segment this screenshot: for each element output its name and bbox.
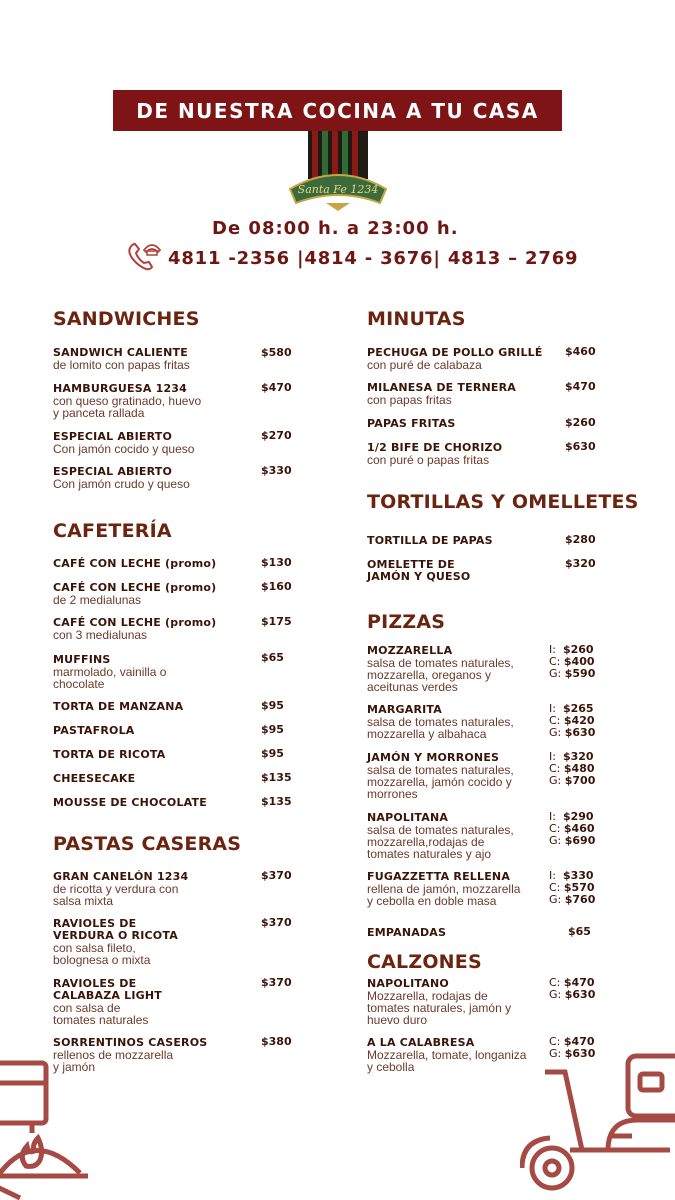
- menu-item: [53, 773, 293, 785]
- item-price: $460: [565, 345, 596, 358]
- phone-icon: [124, 236, 166, 274]
- item-price: $95: [261, 747, 284, 760]
- menu-item: [53, 797, 293, 809]
- item-name: MUFFINS: [53, 653, 111, 666]
- item-desc: Con jamón cocido y queso: [53, 442, 195, 456]
- menu-item: [53, 725, 293, 737]
- item-desc: Mozzarella, tomate, longaniza y cebolla: [367, 1048, 527, 1074]
- item-price: $280: [565, 533, 596, 546]
- section-title-calzones: CALZONES: [367, 951, 482, 973]
- item-desc: Con jamón crudo y queso: [53, 477, 190, 491]
- menu-item: [53, 558, 293, 570]
- size-prices: I: $290 C: $460 G: $690: [549, 810, 596, 847]
- item-price: $95: [261, 699, 284, 712]
- item-name: TORTA DE RICOTA: [53, 748, 166, 761]
- section-title-cafeteria: CAFETERÍA: [53, 520, 172, 542]
- item-name: RAVIOLES DE CALABAZA LIGHT: [53, 977, 162, 1002]
- item-desc: marmolado, vainilla o chocolate: [53, 665, 167, 691]
- item-price: $260: [565, 416, 596, 429]
- item-name: 1/2 BIFE DE CHORIZO: [367, 441, 503, 454]
- item-price: $175: [261, 615, 292, 628]
- item-name: OMELETTE DE JAMÓN Y QUESO: [367, 558, 471, 583]
- item-price: $470: [261, 381, 292, 394]
- item-name: GRAN CANELÓN 1234: [53, 870, 189, 883]
- item-price: $130: [261, 556, 292, 569]
- item-desc: con queso gratinado, huevo y panceta rallada: [53, 394, 202, 420]
- item-name: SANDWICH CALIENTE: [53, 346, 188, 359]
- item-price: $320: [565, 557, 596, 570]
- section-title-tortillas: TORTILLAS Y OMELLETES: [367, 491, 639, 513]
- menu-banner: DE NUESTRA COCINA A TU CASA: [113, 90, 562, 131]
- item-price: $135: [261, 795, 292, 808]
- menu-item: [53, 582, 293, 606]
- section-title-pizzas: PIZZAS: [367, 611, 446, 633]
- item-desc: con salsa fileto, bolognesa o mixta: [53, 941, 151, 967]
- item-desc: Mozzarella, rodajas de tomates naturales, jamón y huevo duro: [367, 989, 512, 1027]
- item-price: $270: [261, 429, 292, 442]
- item-name: PAPAS FRITAS: [367, 417, 456, 430]
- item-name: CAFÉ CON LECHE (promo): [53, 616, 217, 629]
- item-name: HAMBURGUESA 1234: [53, 382, 188, 395]
- section-title-pastas: PASTAS CASERAS: [53, 833, 242, 855]
- item-price: $370: [261, 976, 292, 989]
- phone-numbers: 4811 -2356 |4814 - 3676| 4813 – 2769: [168, 248, 579, 269]
- item-name: EMPANADAS: [367, 926, 447, 939]
- item-price: $160: [261, 580, 292, 593]
- item-name: TORTILLA DE PAPAS: [367, 534, 493, 547]
- item-desc: con puré de calabaza: [367, 358, 482, 372]
- size-prices: I: $260 C: $400 G: $590: [549, 643, 596, 680]
- item-desc: con puré o papas fritas: [367, 453, 490, 467]
- item-price: $380: [261, 1035, 292, 1048]
- item-desc: con 3 medialunas: [53, 628, 148, 642]
- menu-item: [53, 651, 293, 691]
- item-price: $135: [261, 771, 292, 784]
- item-desc: salsa de tomates naturales, mozzarella, jamón cocido y morrones: [367, 763, 514, 801]
- item-name: FUGAZZETTA RELLENA: [367, 870, 511, 883]
- item-name: JAMÓN Y MORRONES: [367, 751, 500, 764]
- item-name: ESPECIAL ABIERTO: [53, 430, 173, 443]
- item-price: $95: [261, 723, 284, 736]
- menu-item: [53, 701, 293, 713]
- menu-item: [53, 749, 293, 761]
- item-price: $630: [565, 440, 596, 453]
- item-desc: con papas fritas: [367, 393, 452, 407]
- item-price: $65: [261, 651, 284, 664]
- item-name: A LA CALABRESA: [367, 1036, 475, 1049]
- menu-item: [53, 978, 293, 1026]
- item-price: $370: [261, 916, 292, 929]
- item-name: NAPOLITANA: [367, 811, 449, 824]
- item-price: $470: [565, 380, 596, 393]
- item-price: $370: [261, 869, 292, 882]
- item-name: CHEESECAKE: [53, 772, 136, 785]
- item-name: PASTAFROLA: [53, 724, 135, 737]
- item-name: MOUSSE DE CHOCOLATE: [53, 796, 207, 809]
- menu-item: [53, 383, 293, 419]
- item-desc: salsa de tomates naturales, mozzarella y albahaca: [367, 715, 514, 741]
- item-name: NAPOLITANO: [367, 977, 449, 990]
- menu-item: [53, 347, 293, 371]
- item-price: $330: [261, 464, 292, 477]
- section-title-minutas: MINUTAS: [367, 308, 466, 330]
- item-desc: de ricotta y verdura con salsa mixta: [53, 882, 179, 908]
- scooter-icon: [520, 1050, 675, 1200]
- item-name: MARGARITA: [367, 703, 442, 716]
- item-desc: salsa de tomates naturales, mozzarella, oreganos y aceitunas verdes: [367, 656, 514, 694]
- item-desc: salsa de tomates naturales, mozzarella,rodajas de tomates naturales y ajo: [367, 823, 514, 861]
- item-desc: rellena de jamón, mozzarella y cebolla en doble masa: [367, 882, 521, 908]
- size-prices: I: $265 C: $420 G: $630: [549, 702, 596, 739]
- size-prices: I: $320 C: $480 G: $700: [549, 750, 596, 787]
- item-name: CAFÉ CON LECHE (promo): [53, 557, 217, 570]
- item-desc: de 2 medialunas: [53, 593, 142, 607]
- menu-item: [53, 466, 293, 490]
- item-price: $65: [568, 925, 591, 938]
- item-desc: rellenos de mozzarella y jamón: [53, 1048, 174, 1074]
- logo-text: Santa Fe 1234: [297, 183, 379, 196]
- size-prices: C: $470 G: $630: [549, 976, 596, 1001]
- item-name: MILANESA DE TERNERA: [367, 381, 517, 394]
- menu-item: [53, 918, 293, 966]
- item-desc: de lomito con papas fritas: [53, 358, 190, 372]
- food-delivery-icon: [0, 1058, 95, 1200]
- menu-item: [53, 871, 293, 907]
- opening-hours: De 08:00 h. a 23:00 h.: [212, 218, 459, 239]
- size-prices: I: $330 C: $570 G: $760: [549, 869, 596, 906]
- item-name: MOZZARELLA: [367, 644, 453, 657]
- item-price: $580: [261, 346, 292, 359]
- item-name: TORTA DE MANZANA: [53, 700, 184, 713]
- restaurant-logo: [288, 131, 388, 211]
- menu-item: [53, 431, 293, 455]
- item-name: PECHUGA DE POLLO GRILLÉ: [367, 346, 543, 359]
- item-desc: con salsa de tomates naturales: [53, 1001, 149, 1027]
- menu-item: [53, 617, 293, 641]
- item-name: CAFÉ CON LECHE (promo): [53, 581, 217, 594]
- item-name: SORRENTINOS CASEROS: [53, 1036, 208, 1049]
- item-name: ESPECIAL ABIERTO: [53, 465, 173, 478]
- section-title-sandwiches: SANDWICHES: [53, 308, 200, 330]
- item-name: RAVIOLES DE VERDURA O RICOTA: [53, 917, 178, 942]
- size-prices: C: $470 G: $630: [549, 1035, 596, 1060]
